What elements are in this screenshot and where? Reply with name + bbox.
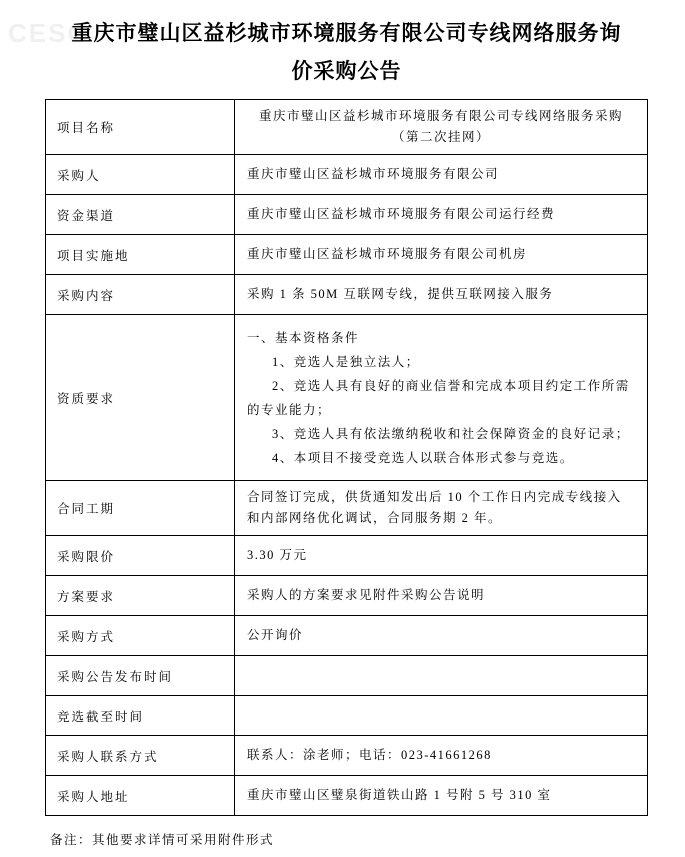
- cesg-watermark: CESG: [8, 18, 90, 48]
- row-value-procurement-content: 采购 1 条 50M 互联网专线，提供互联网接入服务: [235, 275, 648, 315]
- table-row-procurement-content: [46, 275, 648, 315]
- row-label-funding-source: 资金渠道: [46, 195, 235, 235]
- page-title-line2: 价采购公告: [291, 59, 402, 83]
- row-value-contract-period: 合同签订完成，供货通知发出后 10 个工作日内完成专线接入和内部网络优化调试，合同服务期 2 年。: [235, 481, 648, 536]
- row-value-announcement-time: [235, 656, 648, 696]
- row-value-bid-deadline: [235, 696, 648, 736]
- row-label-purchaser-address: 采购人地址: [46, 776, 235, 816]
- row-label-plan-requirement: 方案要求: [46, 576, 235, 616]
- row-value-qualification: [235, 315, 648, 481]
- qualification-line-4: 4、本项目不接受竞选人以联合体形式参与竞选。: [272, 450, 574, 465]
- footer-note: 备注：其他要求详情可采用附件形式: [50, 833, 275, 847]
- row-value-purchaser-address: 重庆市璧山区璧泉街道铁山路 1 号附 5 号 310 室: [235, 776, 648, 816]
- qualification-line-2: 2、竞选人具有良好的商业信誉和完成本项目约定工作所需的专业能力；: [247, 378, 630, 417]
- table-row-funding-source: [46, 195, 648, 235]
- row-label-bid-deadline: 竞选截至时间: [46, 696, 235, 736]
- row-label-price-limit: 采购限价: [46, 536, 235, 576]
- row-value-funding-source: 重庆市璧山区益杉城市环境服务有限公司运行经费: [235, 195, 648, 235]
- row-value-project-name: 重庆市璧山区益杉城市环境服务有限公司专线网络服务采购 （第二次挂网）: [235, 100, 648, 155]
- table-row-implementation-site: [46, 235, 648, 275]
- table-row-contract-period: [46, 481, 648, 536]
- table-row-bid-deadline: [46, 696, 648, 736]
- table-row-price-limit: [46, 536, 648, 576]
- qualification-line-1: 1、竞选人是独立法人；: [272, 354, 420, 369]
- row-value-purchaser: 重庆市璧山区益杉城市环境服务有限公司: [235, 155, 648, 195]
- row-label-procurement-content: 采购内容: [46, 275, 235, 315]
- row-label-purchaser: 采购人: [46, 155, 235, 195]
- row-value-price-limit: 3.30 万元: [235, 536, 648, 576]
- table-row-purchaser-address: [46, 776, 648, 816]
- qualification-line-3: 3、竞选人具有依法缴纳税收和社会保障资金的良好记录；: [272, 426, 630, 441]
- info-table-body: [46, 100, 648, 816]
- procurement-info-table: [45, 99, 648, 816]
- table-row-qualification: [46, 315, 648, 481]
- table-row-procurement-method: [46, 616, 648, 656]
- row-label-announcement-time: 采购公告发布时间: [46, 656, 235, 696]
- page-title-line1: 重庆市璧山区益杉城市环境服务有限公司专线网络服务询: [71, 21, 622, 45]
- qualification-line-0: 一、基本资格条件: [247, 330, 360, 345]
- table-row-announcement-time: [46, 656, 648, 696]
- row-label-procurement-method: 采购方式: [46, 616, 235, 656]
- row-value-procurement-method: 公开询价: [235, 616, 648, 656]
- row-label-contract-period: 合同工期: [46, 481, 235, 536]
- row-value-purchaser-contact: 联系人：涂老师；电话：023-41661268: [235, 736, 648, 776]
- row-label-qualification: 资质要求: [46, 315, 235, 481]
- row-value-plan-requirement: 采购人的方案要求见附件采购公告说明: [235, 576, 648, 616]
- row-label-purchaser-contact: 采购人联系方式: [46, 736, 235, 776]
- row-label-project-name: 项目名称: [46, 100, 235, 155]
- page-title: [45, 14, 648, 90]
- table-row-plan-requirement: [46, 576, 648, 616]
- table-row-purchaser: [46, 155, 648, 195]
- table-row-purchaser-contact: [46, 736, 648, 776]
- row-label-implementation-site: 项目实施地: [46, 235, 235, 275]
- row-value-implementation-site: 重庆市璧山区益杉城市环境服务有限公司机房: [235, 235, 648, 275]
- table-row-project-name: [46, 100, 648, 155]
